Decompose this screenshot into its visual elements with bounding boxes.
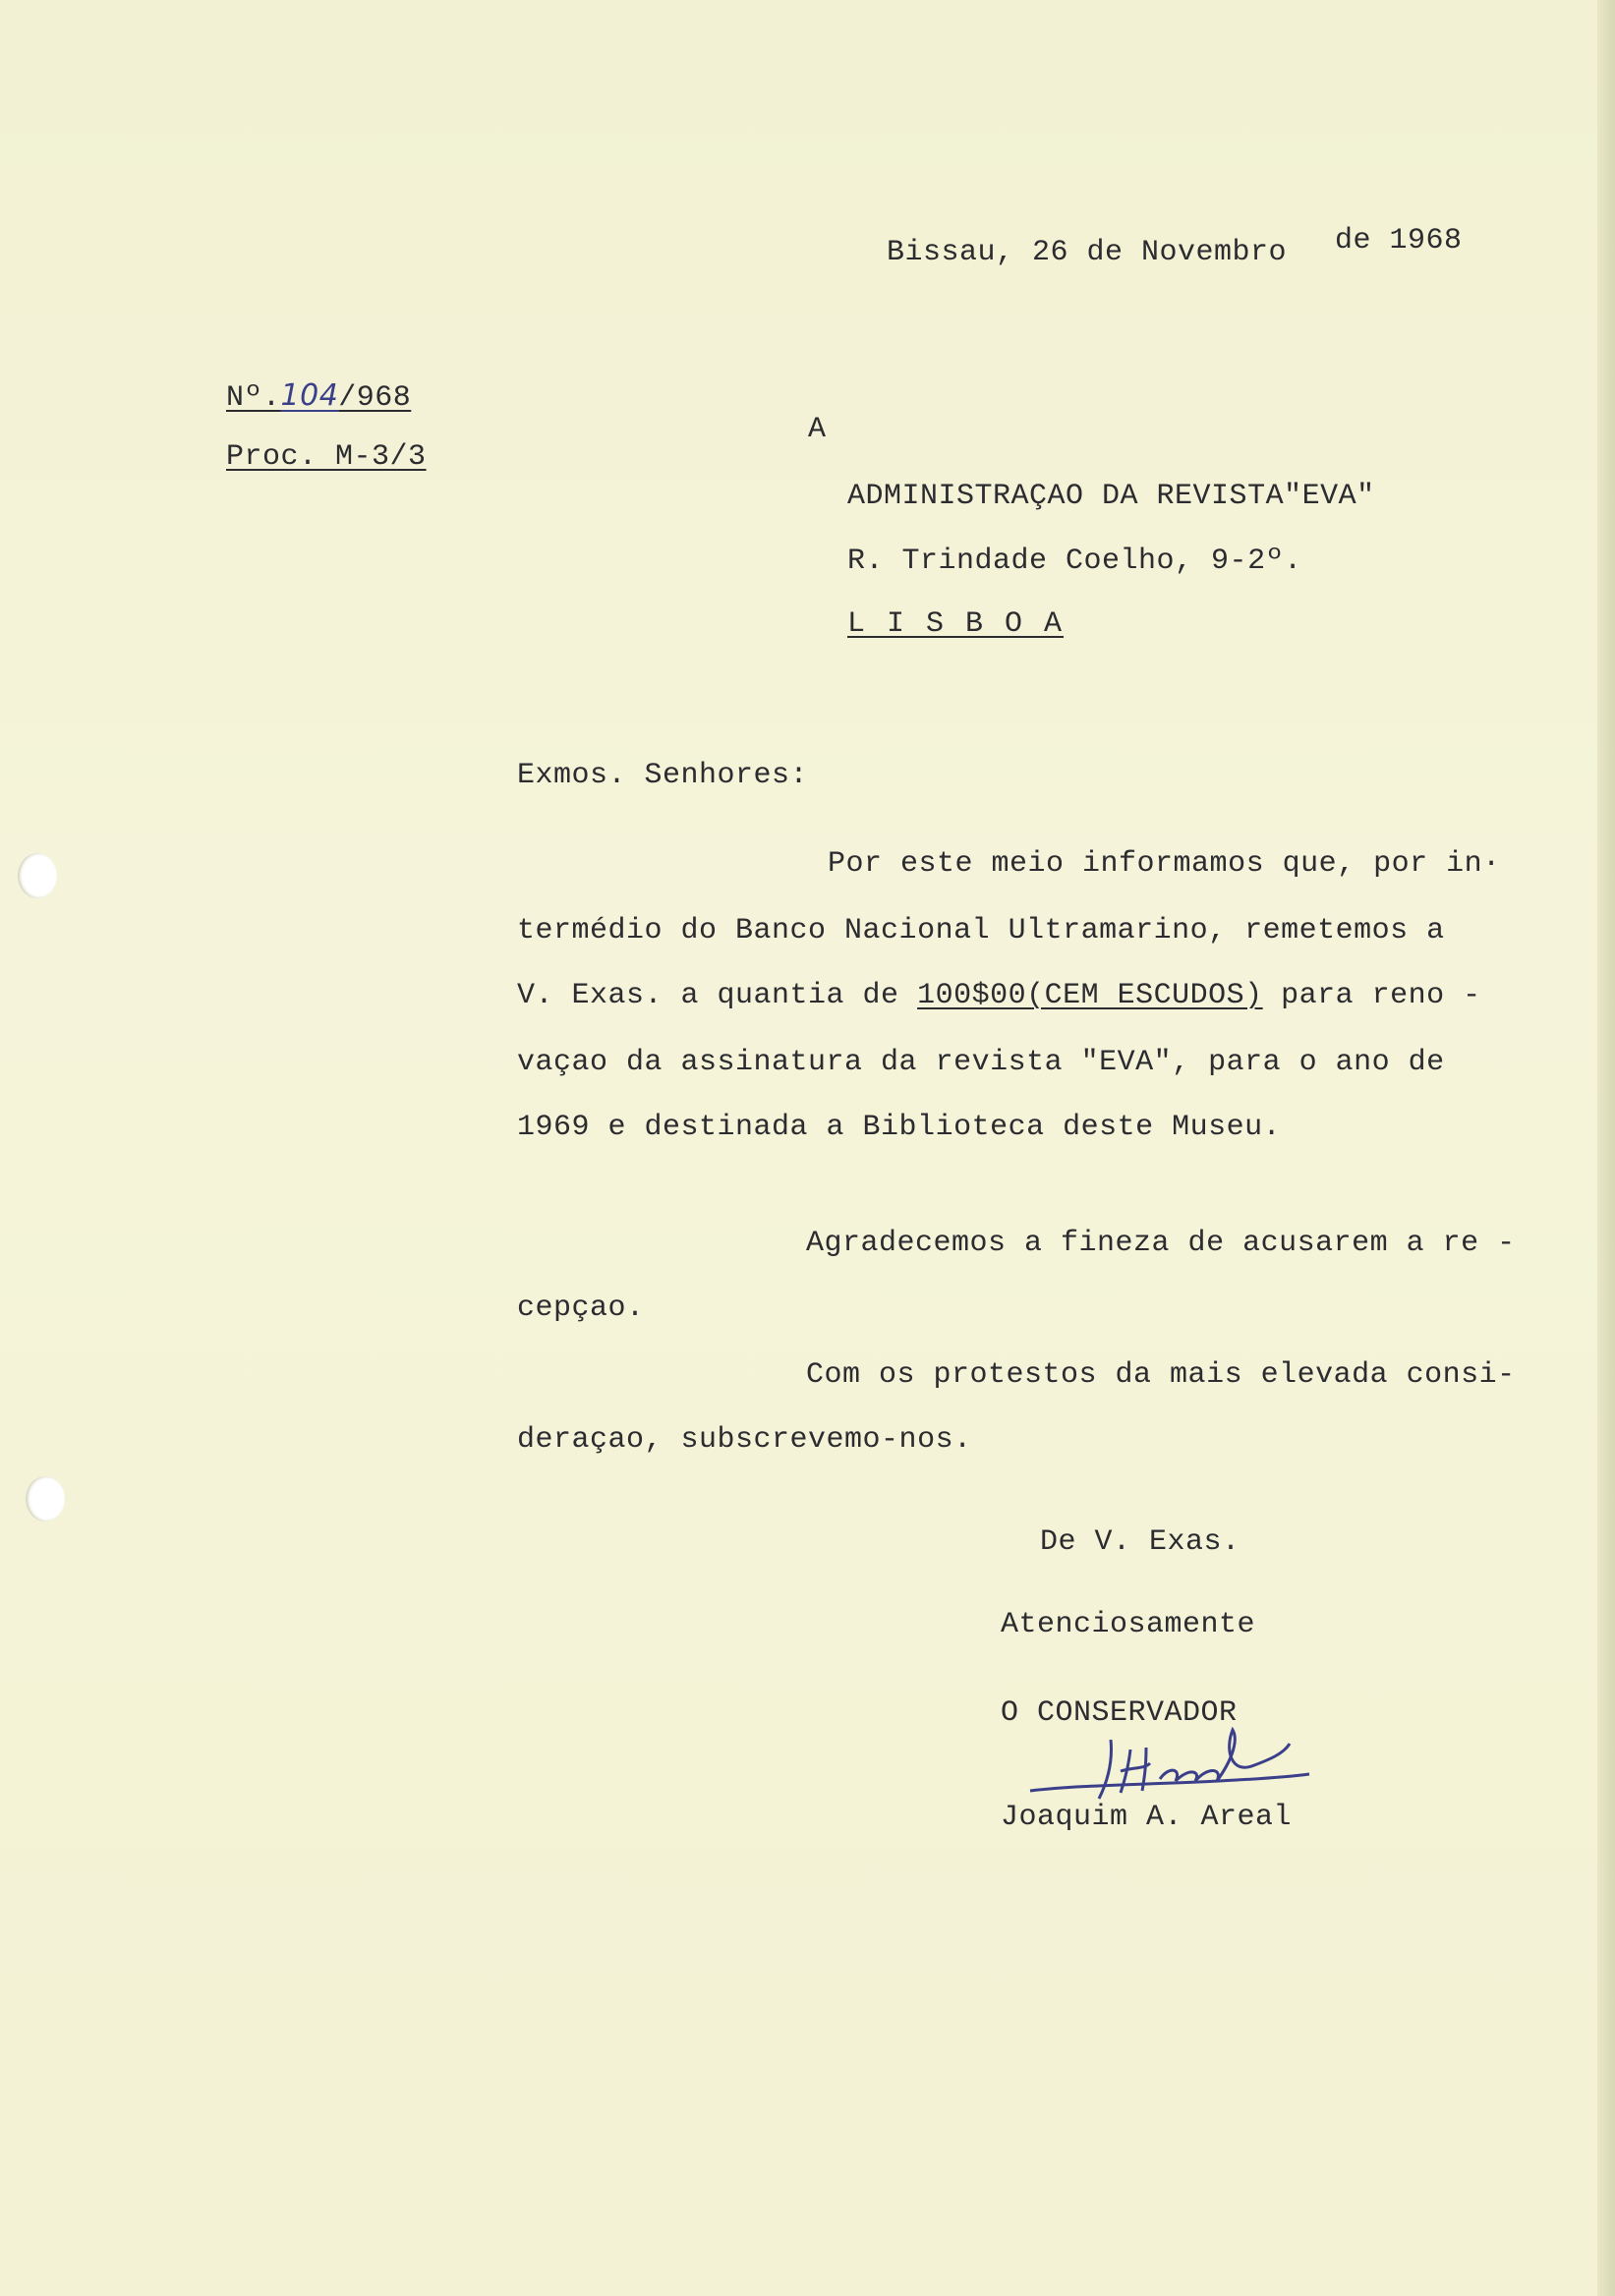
closing-line1: De V. Exas. bbox=[1040, 1525, 1240, 1559]
p1-line-1: Por este meio informamos que, por in· bbox=[828, 847, 1501, 881]
p2-line-1: Agradecemos a fineza de acusarem a re - bbox=[806, 1227, 1516, 1260]
closing-title: O CONSERVADOR bbox=[1001, 1696, 1238, 1730]
recipient-to: A bbox=[808, 413, 827, 446]
p3-line-2: deraçao, subscrevemo-nos. bbox=[517, 1423, 972, 1457]
ref-number bbox=[226, 378, 411, 415]
ref-number-handwritten: 104 bbox=[280, 378, 339, 413]
p1-line-4: vaçao da assinatura da revista "EVA", para o ano de bbox=[517, 1046, 1445, 1079]
salutation: Exmos. Senhores: bbox=[517, 759, 809, 792]
paper-edge bbox=[1597, 0, 1615, 2296]
p1-line-3 bbox=[517, 979, 1481, 1012]
p3-line-1: Com os protestos da mais elevada consi- bbox=[806, 1358, 1516, 1392]
signer-name: Joaquim A. Areal bbox=[1001, 1801, 1293, 1834]
p1-line-2: termédio do Banco Nacional Ultramarino, remetemos a bbox=[517, 914, 1445, 947]
recipient-city: L I S B O A bbox=[847, 607, 1065, 641]
amount: 100$00(CEM ESCUDOS) bbox=[917, 979, 1263, 1012]
p1-line-3-end: para reno - bbox=[1281, 979, 1481, 1012]
p2-line-2: cepçao. bbox=[517, 1292, 645, 1325]
ref-number-prefix: Nº. bbox=[226, 381, 281, 415]
closing-line2: Atenciosamente bbox=[1001, 1608, 1256, 1641]
ref-proc: Proc. M-3/3 bbox=[226, 440, 427, 474]
punch-hole-bottom bbox=[26, 1476, 65, 1521]
date-year: de 1968 bbox=[1335, 224, 1463, 258]
ref-number-suffix: /968 bbox=[338, 381, 412, 415]
p1-line-5: 1969 e destinada a Biblioteca deste Museu. bbox=[517, 1111, 1282, 1144]
recipient-line2: R. Trindade Coelho, 9-2º. bbox=[847, 545, 1302, 578]
p1-line-3-start: V. Exas. a quantia de bbox=[517, 979, 899, 1012]
signature-scribble bbox=[1022, 1720, 1317, 1838]
punch-hole-top bbox=[18, 853, 57, 898]
date-line: Bissau, 26 de Novembro bbox=[887, 236, 1288, 269]
recipient-line1: ADMINISTRAÇAO DA REVISTA"EVA" bbox=[847, 480, 1375, 513]
